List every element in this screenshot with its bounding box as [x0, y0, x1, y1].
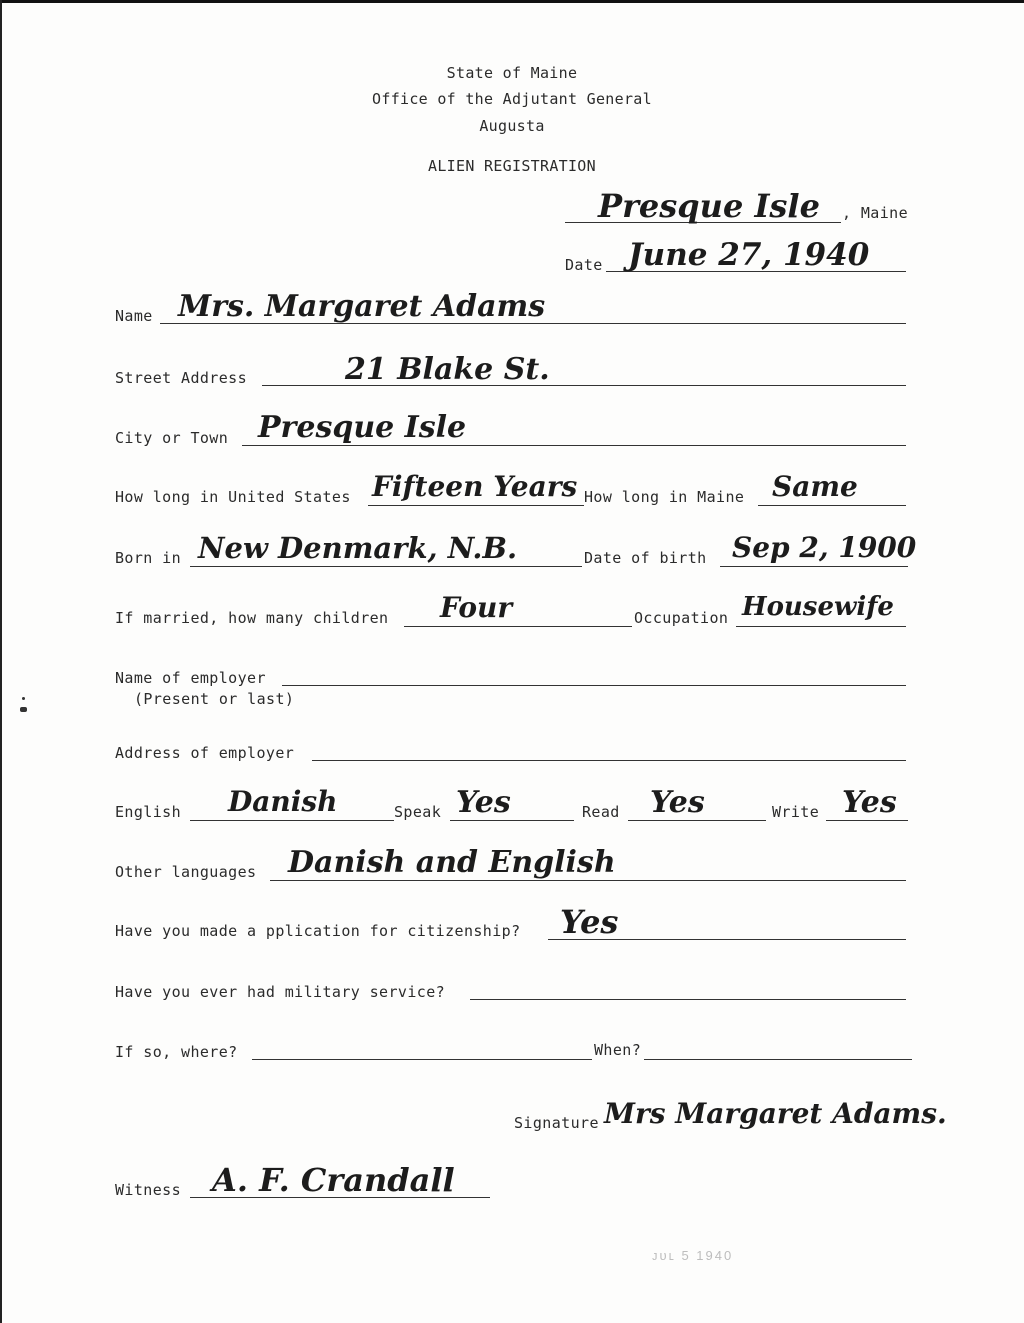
employer-name-label: Name of employer [115, 669, 266, 687]
citizenship-value[interactable]: Yes [560, 903, 619, 941]
how-long-maine-line [758, 505, 906, 506]
children-line [404, 626, 632, 627]
other-languages-line [270, 880, 906, 881]
witness-value[interactable]: A. F. Crandall [212, 1161, 455, 1199]
name-label: Name [115, 307, 153, 325]
employer-address-label: Address of employer [115, 744, 295, 762]
dob-value[interactable]: Sep 2, 1900 [732, 531, 917, 564]
header-city: Augusta [479, 117, 545, 135]
children-label: If married, how many children [115, 609, 389, 627]
born-in-label: Born in [115, 549, 182, 567]
employer-name-line [282, 685, 906, 686]
born-in-value[interactable]: New Denmark, N.B. [198, 531, 518, 565]
signature-value[interactable]: Mrs Margaret Adams. [604, 1097, 947, 1130]
where-label: If so, where? [115, 1043, 238, 1061]
name-value[interactable]: Mrs. Margaret Adams [178, 289, 546, 324]
scan-border-left [0, 0, 2, 1323]
scan-speck [20, 707, 27, 712]
form-title: ALIEN REGISTRATION [428, 157, 596, 175]
english-value[interactable]: Danish [228, 785, 338, 818]
military-line [470, 999, 906, 1000]
date-value[interactable]: June 27, 1940 [628, 237, 870, 273]
occupation-label: Occupation [634, 609, 729, 627]
header-state: State of Maine [446, 64, 578, 82]
city-line [242, 445, 906, 446]
write-line [826, 820, 908, 821]
write-value[interactable]: Yes [842, 785, 897, 820]
signature-label: Signature [514, 1114, 599, 1132]
street-value[interactable]: 21 Blake St. [345, 352, 550, 387]
scan-speck [22, 697, 25, 700]
place-state-label: , Maine [842, 204, 909, 222]
how-long-us-value[interactable]: Fifteen Years [372, 470, 578, 503]
date-label: Date [565, 256, 603, 274]
witness-label: Witness [115, 1181, 182, 1199]
city-label: City or Town [115, 429, 229, 447]
header-office: Office of the Adjutant General [372, 90, 652, 108]
speak-line [450, 820, 574, 821]
speak-value[interactable]: Yes [456, 785, 511, 820]
citizenship-label: Have you made a pplication for citizenship? [115, 922, 521, 940]
scan-border-top [0, 0, 1024, 3]
dob-label: Date of birth [584, 549, 707, 567]
english-label: English [115, 803, 182, 821]
other-languages-value[interactable]: Danish and English [288, 845, 616, 880]
dob-line [720, 566, 908, 567]
occupation-value[interactable]: Housewife [742, 592, 894, 622]
english-line [190, 820, 394, 821]
read-line [628, 820, 766, 821]
military-label: Have you ever had military service? [115, 983, 446, 1001]
employer-address-line [312, 760, 906, 761]
born-in-line [190, 566, 582, 567]
city-value[interactable]: Presque Isle [258, 410, 467, 445]
received-stamp: ᴊᴜʟ 5 1940 [652, 1248, 734, 1263]
when-line [644, 1059, 912, 1060]
other-languages-label: Other languages [115, 863, 257, 881]
how-long-us-line [368, 505, 584, 506]
place-value[interactable]: Presque Isle [598, 187, 820, 225]
read-label: Read [582, 803, 620, 821]
children-value[interactable]: Four [440, 591, 513, 624]
speak-label: Speak [394, 803, 442, 821]
occupation-line [736, 626, 906, 627]
street-label: Street Address [115, 369, 248, 387]
write-label: Write [772, 803, 820, 821]
how-long-maine-value[interactable]: Same [772, 470, 858, 503]
when-label: When? [594, 1041, 642, 1059]
how-long-us-label: How long in United States [115, 488, 351, 506]
how-long-maine-label: How long in Maine [584, 488, 745, 506]
read-value[interactable]: Yes [650, 785, 705, 820]
where-line [252, 1059, 592, 1060]
employer-name-sublabel: (Present or last) [134, 690, 295, 708]
